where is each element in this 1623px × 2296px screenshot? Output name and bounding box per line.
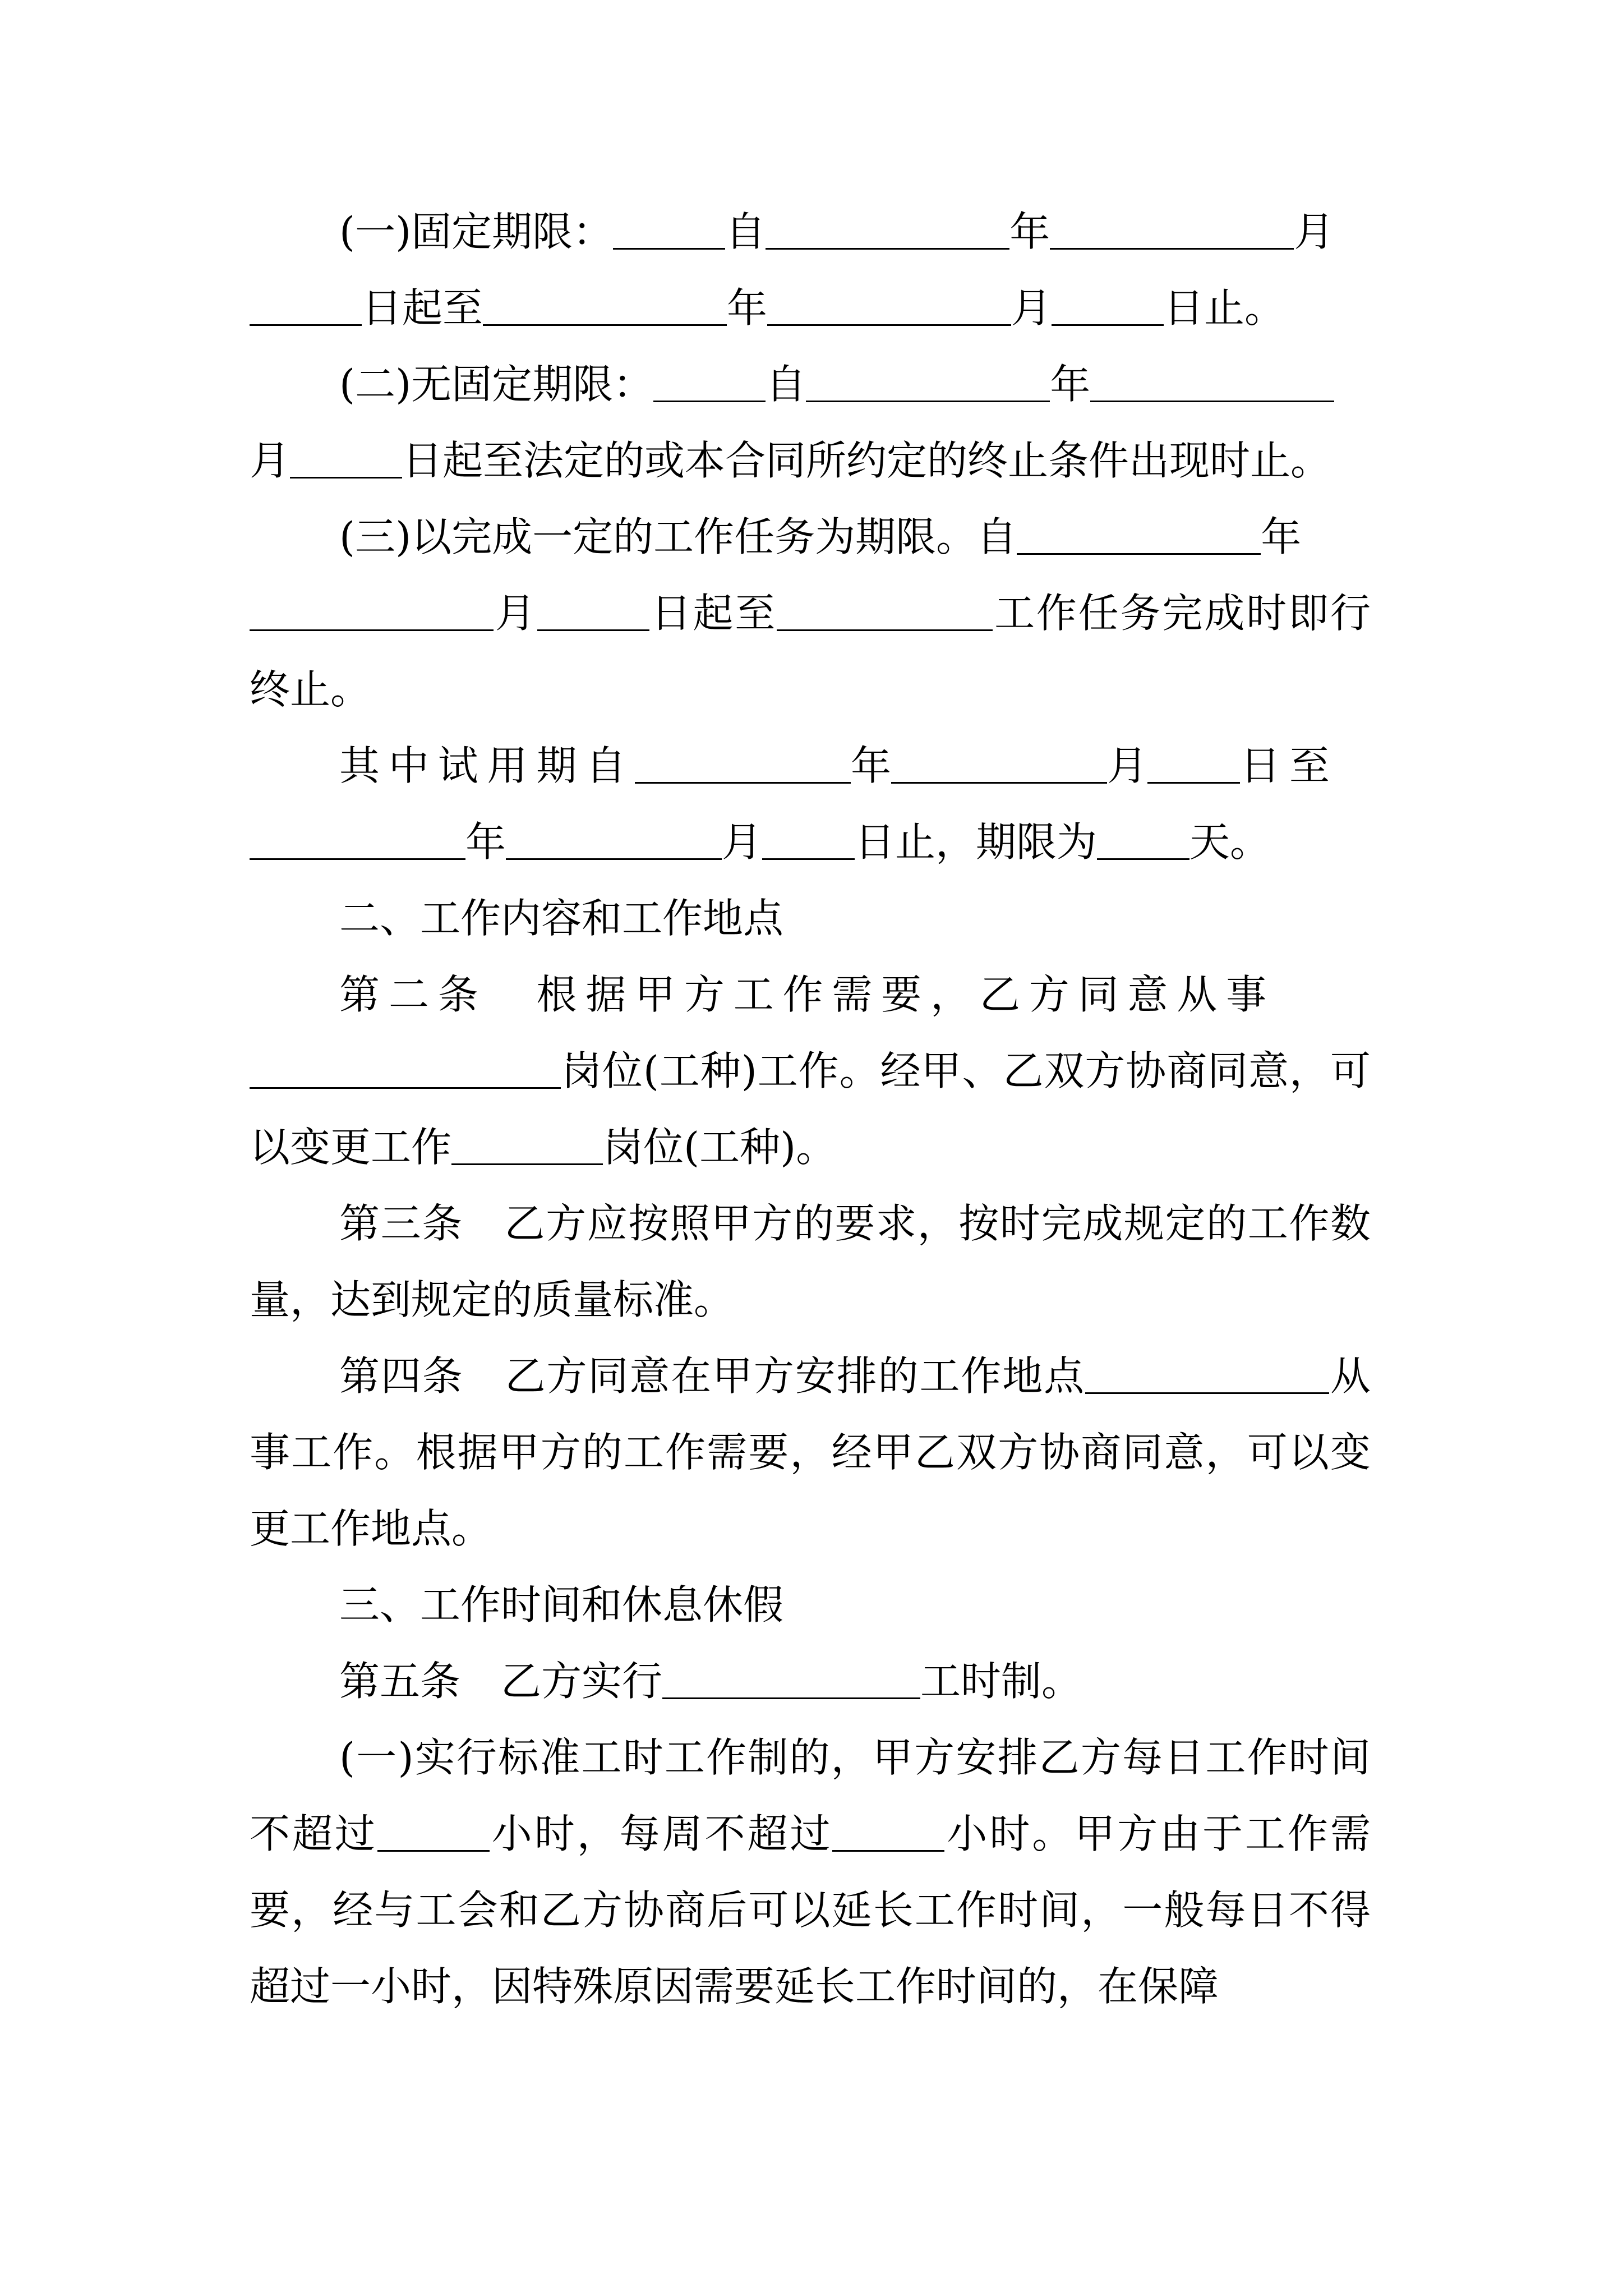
blank-line: [767, 277, 1011, 326]
text: 天。: [1189, 818, 1271, 866]
article-3-paragraph: 第三条 乙方应按照甲方的要求，按时完成规定的工作数量，达到规定的质量标准。: [250, 1200, 1371, 1323]
text: 年: [1009, 208, 1050, 255]
blank-line: [613, 201, 725, 250]
text: 日止。: [1164, 284, 1285, 332]
blank-line: [250, 811, 465, 860]
text: (三)以完成一定的工作任务为期限。自: [339, 513, 1017, 560]
text: 岗位(工种)工作。经甲、乙双方协商同意，可以变更工作: [250, 1047, 1371, 1171]
text: 岗位(工种)。: [603, 1124, 837, 1171]
text: 年: [1261, 513, 1302, 560]
text: 月: [1011, 284, 1052, 332]
blank-line: [483, 277, 727, 326]
blank-line: [250, 582, 494, 631]
article-4-paragraph: [250, 1338, 1371, 1567]
text: 第四条 乙方同意在甲方安排的工作地点: [339, 1352, 1086, 1400]
fixed-term-paragraph: [250, 194, 1371, 346]
blank-line: [777, 582, 993, 631]
text: 工时制。: [920, 1658, 1082, 1705]
blank-line: [766, 201, 1009, 250]
section-heading-2: 二、工作内容和工作地点: [339, 895, 784, 942]
blank-line: [635, 735, 851, 784]
blank-line: [662, 1650, 920, 1699]
text: 小时，每周不超过: [489, 1810, 833, 1857]
blank-line: [1090, 353, 1334, 402]
text: 日止，期限为: [855, 818, 1098, 866]
task-term-paragraph: [250, 499, 1371, 728]
article-5-paragraph: [250, 1643, 1371, 1719]
text: 年: [851, 742, 892, 789]
blank-line: [506, 811, 722, 860]
text: (一)实行标准工时工作制的，甲方安排乙方每日工作时间不超过: [250, 1734, 1371, 1857]
text: 第五条 乙方实行: [339, 1658, 663, 1705]
text: 月: [494, 590, 537, 637]
blank-line: [891, 735, 1107, 784]
blank-line: [537, 582, 649, 631]
blank-line: [1050, 201, 1294, 250]
blank-line: [250, 277, 362, 326]
text: 第二条 根据甲方工作需要，乙方同意从事: [339, 971, 1275, 1018]
text: 月: [1294, 208, 1335, 255]
text: 年: [465, 818, 506, 866]
text: 小时。甲方由于工作需要，经与工会和乙方协商后可以延长工作时间，一般每日不得超过一小时，因特殊原因需要延长工作时间的，在保障: [250, 1810, 1371, 2010]
text: 自: [725, 208, 766, 255]
text: (二)无固定期限：: [339, 361, 654, 408]
probation-paragraph: [250, 728, 1371, 880]
blank-line: [250, 1040, 561, 1089]
blank-line: [832, 1803, 944, 1852]
standard-hours-paragraph: [250, 1719, 1371, 2024]
blank-line: [762, 811, 855, 860]
text: 日起至法定的或本合同所约定的终止条件出现时止。: [402, 437, 1331, 484]
section-heading-3: 三、工作时间和休息休假: [339, 1581, 784, 1628]
blank-line: [653, 353, 766, 402]
text: 其中试用期自: [339, 742, 635, 789]
blank-line: [806, 353, 1050, 402]
article-2-paragraph: [250, 956, 1371, 1185]
text: 年: [1050, 361, 1091, 408]
text: (一)固定期限：: [339, 208, 614, 255]
blank-line: [1147, 735, 1240, 784]
blank-line: [290, 430, 402, 478]
text: 年: [727, 284, 768, 332]
blank-line: [377, 1803, 490, 1852]
blank-line: [451, 1116, 603, 1165]
text: 日起至: [649, 590, 777, 637]
text: 日至: [1240, 742, 1339, 789]
blank-line: [1052, 277, 1164, 326]
text: 自: [766, 361, 806, 408]
open-term-paragraph: [250, 346, 1371, 499]
text: 月: [250, 437, 291, 484]
blank-line: [1085, 1345, 1329, 1394]
text: 日起至: [362, 284, 483, 332]
text: 从事工作。根据甲方的工作需要，经甲乙双方协商同意，可以变更工作地点。: [250, 1352, 1371, 1552]
blank-line: [1017, 506, 1261, 555]
text: 工作任务完成时即行终止。: [250, 590, 1371, 713]
text: 月: [722, 818, 763, 866]
blank-line: [1097, 811, 1189, 860]
text: 月: [1107, 742, 1148, 789]
